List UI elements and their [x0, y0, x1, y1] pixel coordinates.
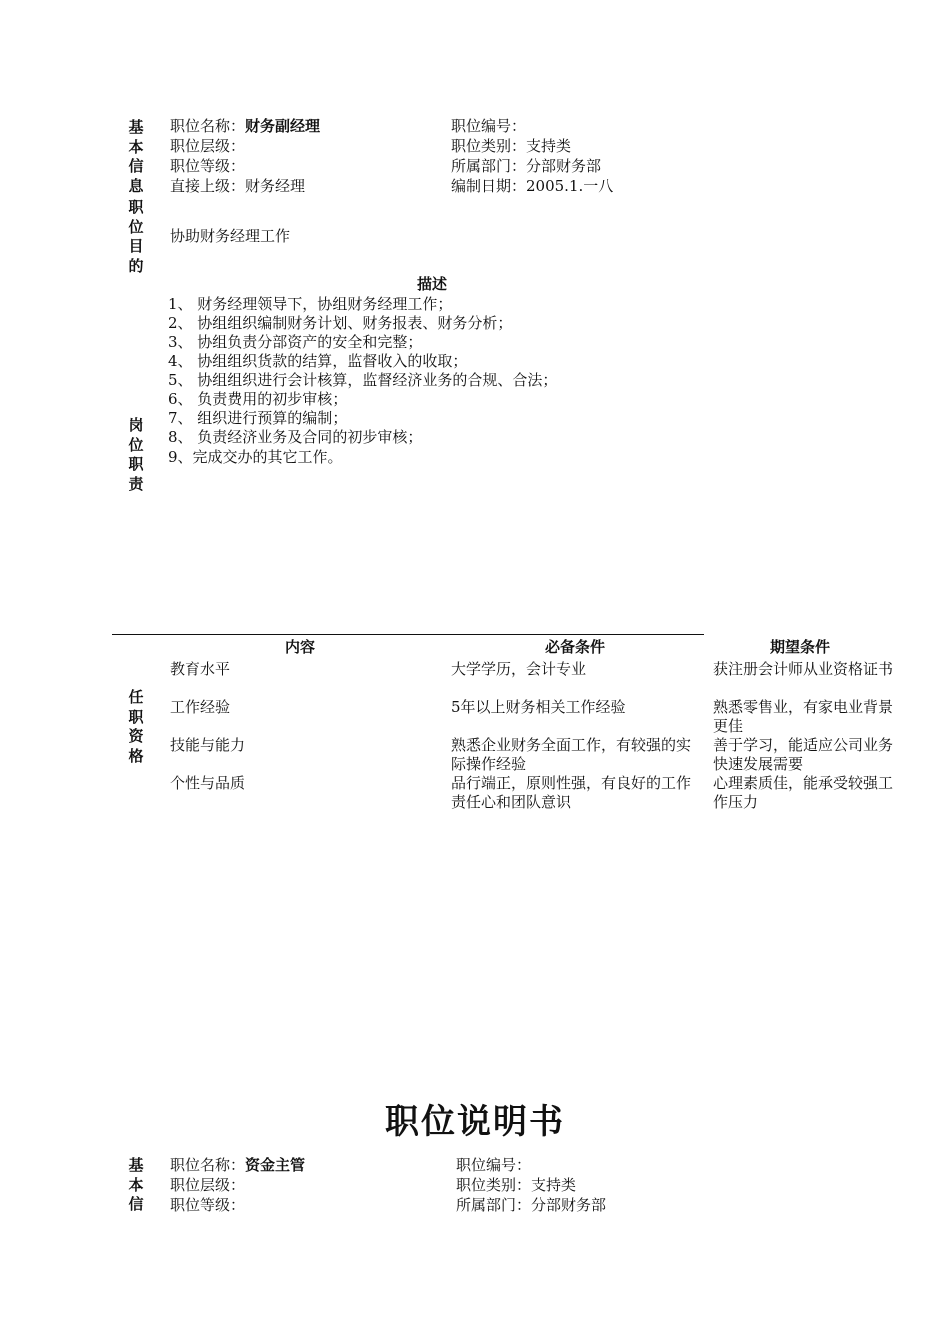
- duty-char: 责: [128, 474, 144, 493]
- basic-info-label: [126, 118, 146, 196]
- qual-header-expected: 期望条件: [769, 638, 830, 656]
- qual-expected: 熟悉零售业，有家电业背景更佳: [713, 698, 894, 735]
- duty-item: 5、 协组组织进行会计核算，监督经济业务的合规、合法；: [168, 371, 558, 389]
- position-name: [170, 116, 320, 136]
- purpose-char: 目: [128, 237, 144, 255]
- qual-expected: 获注册会计师从业资格证书: [713, 660, 894, 678]
- position-name-label: 职位名称：: [170, 117, 246, 135]
- basic-info-label-2: [126, 1156, 146, 1215]
- qual-expected: 善于学习，能适应公司业务快速发展需要: [713, 736, 894, 773]
- position-level-2: 职位层级：: [170, 1176, 246, 1194]
- document-title: 职位说明书: [385, 1102, 565, 1142]
- direct-supervisor: 直接上级：财务经理: [170, 177, 306, 195]
- duty-header: 描述: [416, 275, 447, 293]
- purpose-char: 的: [128, 256, 144, 275]
- duty-label: [126, 416, 146, 494]
- duty-char: 职: [128, 455, 144, 473]
- duty-char: 位: [128, 435, 144, 454]
- duty-item: 7、 组织进行预算的编制；: [168, 409, 348, 427]
- position-purpose-label: [126, 198, 146, 276]
- department: 所属部门：分部财务部: [451, 157, 602, 175]
- basic-info-char: 本: [128, 137, 144, 156]
- duty-item: 8、 负责经济业务及合同的初步审核；: [168, 428, 423, 446]
- qual-required: 熟悉企业财务全面工作，有较强的实际操作经验: [451, 736, 692, 773]
- position-grade: 职位等级：: [170, 157, 246, 175]
- duty-item: 3、 协组负责分部资产的安全和完整；: [168, 333, 423, 351]
- position-category-2: 职位类别：支持类: [456, 1176, 577, 1194]
- department-2: 所属部门：分部财务部: [456, 1196, 607, 1214]
- basic-info-char: 基: [128, 1156, 144, 1174]
- position-grade-2: 职位等级：: [170, 1196, 246, 1214]
- duty-item: 4、 协组组织货款的结算，监督收入的收取；: [168, 352, 468, 370]
- qual-content: 教育水平: [170, 660, 231, 678]
- position-name-value: 财务副经理: [245, 117, 321, 135]
- position-number: 职位编号：: [451, 117, 527, 135]
- position-name-2: [170, 1155, 305, 1175]
- duty-item: 6、 负责费用的初步审核；: [168, 390, 348, 408]
- purpose-char: 位: [128, 217, 144, 236]
- position-level: 职位层级：: [170, 137, 246, 155]
- qualification-label: [126, 688, 146, 766]
- position-name-label: 职位名称：: [170, 1156, 246, 1174]
- qual-char: 职: [128, 707, 144, 726]
- qual-char: 格: [128, 746, 144, 765]
- basic-info-char: 信: [128, 157, 144, 175]
- purpose-text: 协助财务经理工作: [170, 227, 291, 245]
- qual-content: 技能与能力: [170, 736, 246, 754]
- qual-required: 大学学历，会计专业: [451, 660, 587, 678]
- duty-char: 岗: [128, 416, 144, 434]
- position-number-2: 职位编号：: [456, 1156, 532, 1174]
- qual-header-required: 必备条件: [544, 638, 605, 656]
- duty-item: 9、完成交办的其它工作。: [168, 448, 343, 466]
- basic-info-char: 息: [128, 176, 144, 195]
- position-category: 职位类别：支持类: [451, 137, 572, 155]
- basic-info-char: 基: [128, 118, 144, 136]
- compile-date: 编制日期：2005.1.一八: [451, 177, 614, 195]
- basic-info-char: 信: [128, 1195, 144, 1213]
- qualification-divider: [112, 634, 704, 635]
- qual-char: 任: [128, 688, 144, 706]
- qual-required: 品行端正，原则性强，有良好的工作责任心和团队意识: [451, 774, 692, 811]
- purpose-char: 职: [128, 198, 144, 216]
- duty-item: 1、 财务经理领导下，协组财务经理工作；: [168, 295, 453, 313]
- qual-expected: 心理素质佳，能承受较强工作压力: [713, 774, 894, 811]
- qual-required: 5年以上财务相关工作经验: [451, 698, 626, 716]
- qual-content: 个性与品质: [170, 774, 246, 792]
- qual-header-content: 内容: [284, 638, 315, 656]
- position-name-value: 资金主管: [245, 1156, 306, 1174]
- basic-info-char: 本: [128, 1175, 144, 1194]
- duty-item: 2、 协组组织编制财务计划、财务报表、财务分析；: [168, 314, 513, 332]
- qual-content: 工作经验: [170, 698, 231, 716]
- qual-char: 资: [128, 727, 144, 745]
